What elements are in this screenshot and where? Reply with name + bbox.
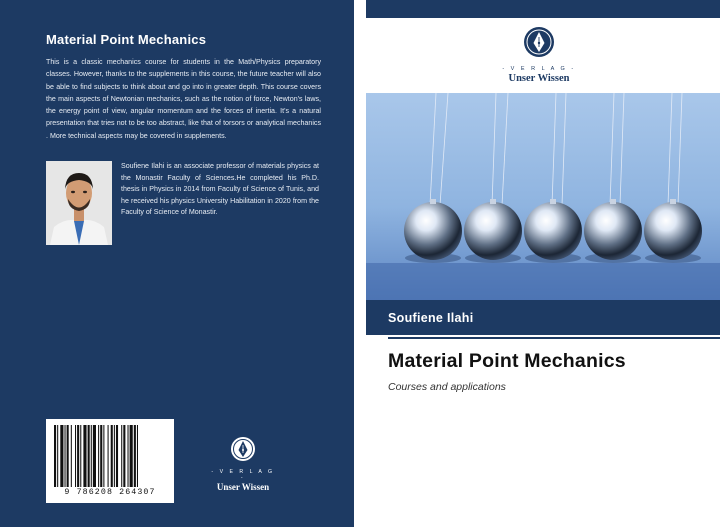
front-cover-subtitle: Courses and applications xyxy=(388,381,506,393)
publisher-verlag-label: - V E R L A G - xyxy=(211,469,275,481)
barcode-bars xyxy=(52,425,168,487)
newtons-cradle-image xyxy=(366,93,720,300)
author-photo xyxy=(46,161,112,245)
publisher-name: Unser Wissen xyxy=(216,482,270,492)
isbn-digits: 9 786208 264307 xyxy=(64,488,156,497)
isbn-barcode xyxy=(46,419,174,503)
spine-gap xyxy=(354,0,366,527)
title-divider xyxy=(388,337,720,339)
fountain-pen-nib-icon xyxy=(230,436,256,462)
publisher-verlag-label: - V E R L A G - xyxy=(502,66,576,72)
author-band xyxy=(366,300,720,335)
front-author-name: Soufiene Ilahi xyxy=(388,311,474,325)
publisher-name: Unser Wissen xyxy=(508,73,570,84)
front-publisher-logo xyxy=(496,26,582,84)
back-cover xyxy=(0,0,354,527)
back-cover-title: Material Point Mechanics xyxy=(46,32,207,47)
fountain-pen-nib-icon xyxy=(523,26,555,58)
front-top-bar xyxy=(366,0,720,18)
front-cover-title: Material Point Mechanics xyxy=(388,350,626,372)
author-bio: Soufiene Ilahi is an associate professor of materials physics at the Monastir Faculty of Sciences.He completed his Ph.D. thesis in Physics in 2014 from Faculty of Science of Tunis, and he received his physics University Habilitation in 2020 from the Faculty of Science of Monastir. xyxy=(121,162,319,217)
front-cover xyxy=(366,0,720,527)
back-publisher-logo xyxy=(208,436,278,492)
book-description: This is a classic mechanics course for students in the Math/Physics preparatory classes. However, thanks to the supplements in this course, the future teacher will also be able to find subjects to think about and go into in greater depth. This course covers the main aspects of Newtonian mechanics, such as the notion of force, Newton's laws, the energy point of view, angular momentum and the forces of inertia. It's a natural presentation that tries not to be too abstract, like that of torsors or analytical mechanics . More technical aspects may be covered in supplements. xyxy=(46,58,321,140)
